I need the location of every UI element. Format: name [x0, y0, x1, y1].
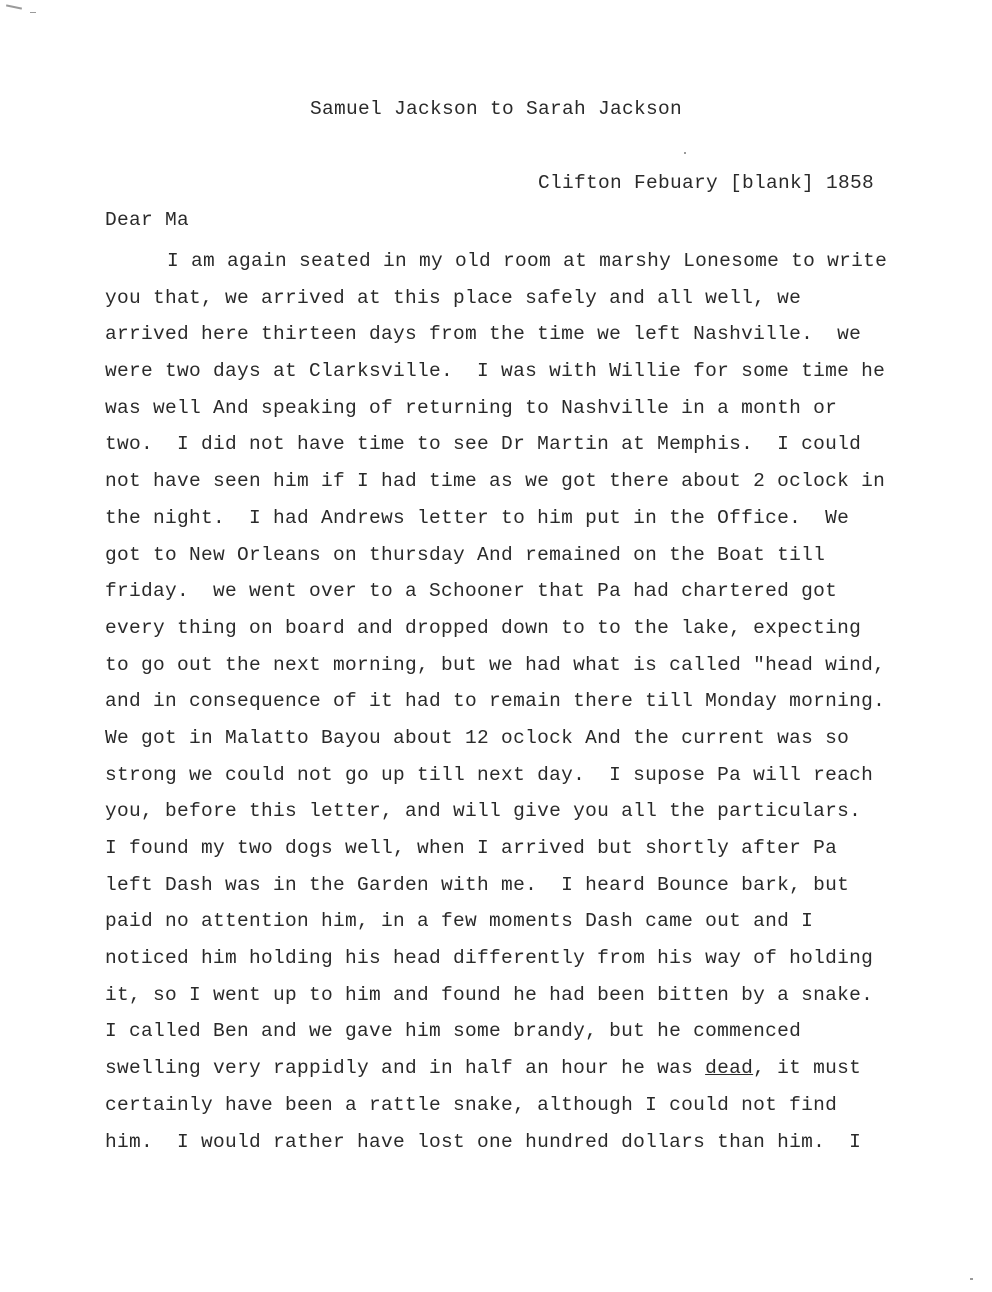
text-line: every thing on board and dropped down to to the lake, expecting	[105, 616, 862, 639]
letter-salutation: Dear Ma	[105, 209, 190, 231]
text-line: paid no attention him, in a few moments Dash came out and I	[105, 910, 814, 933]
scan-mark	[30, 12, 36, 13]
text-line: him. I would rather have lost one hundred dollars than him. I	[105, 1130, 862, 1153]
text-line: and in consequence of it had to remain there till Monday morning.	[105, 690, 886, 713]
letter-title: Samuel Jackson to Sarah Jackson	[309, 98, 683, 120]
text-line: not have seen him if I had time as we got there about 2 oclock in	[105, 470, 886, 493]
text-line: two. I did not have time to see Dr Martin at Memphis. I could	[105, 433, 862, 456]
scan-mark	[970, 1278, 973, 1280]
text-line: it, so I went up to him and found he had been bitten by a snake.	[105, 983, 874, 1006]
scan-mark	[684, 152, 686, 154]
text-line: were two days at Clarksville. I was with Willie for some time he	[105, 360, 886, 383]
text-line: I found my two dogs well, when I arrived but shortly after Pa	[105, 837, 838, 859]
letter-dateline: Clifton Febuary [blank] 1858	[537, 172, 874, 194]
text-line: you that, we arrived at this place safely and all well, we	[105, 286, 802, 309]
scan-mark	[6, 4, 22, 9]
text-line: certainly have been a rattle snake, although I could not find	[105, 1093, 838, 1116]
text-line: I am again seated in my old room at marshy Lonesome to write	[167, 250, 888, 272]
text-segment: swelling very rappidly and in half an hour he was	[105, 1057, 706, 1080]
text-segment: , it must	[753, 1057, 862, 1080]
text-line: arrived here thirteen days from the time we left Nashville. we	[105, 323, 862, 346]
underlined-word: dead	[705, 1057, 754, 1080]
text-line: friday. we went over to a Schooner that Pa had chartered got	[105, 580, 838, 603]
text-line: strong we could not go up till next day. I supose Pa will reach	[105, 763, 874, 786]
text-line: left Dash was in the Garden with me. I heard Bounce bark, but	[105, 873, 850, 896]
text-line	[105, 1050, 905, 1087]
letter-body	[105, 243, 905, 1160]
text-line: got to New Orleans on thursday And remained on the Boat till	[105, 543, 826, 566]
text-line: was well And speaking of returning to Nashville in a month or	[105, 396, 838, 419]
text-line: the night. I had Andrews letter to him put in the Office. We	[105, 506, 850, 529]
text-line: We got in Malatto Bayou about 12 oclock And the current was so	[105, 726, 850, 749]
text-line: you, before this letter, and will give you all the particulars.	[105, 800, 862, 823]
text-line: to go out the next morning, but we had what is called "head wind,	[105, 653, 886, 676]
text-line: noticed him holding his head differently from his way of holding	[105, 947, 874, 970]
text-line: I called Ben and we gave him some brandy, but he commenced	[105, 1020, 802, 1043]
